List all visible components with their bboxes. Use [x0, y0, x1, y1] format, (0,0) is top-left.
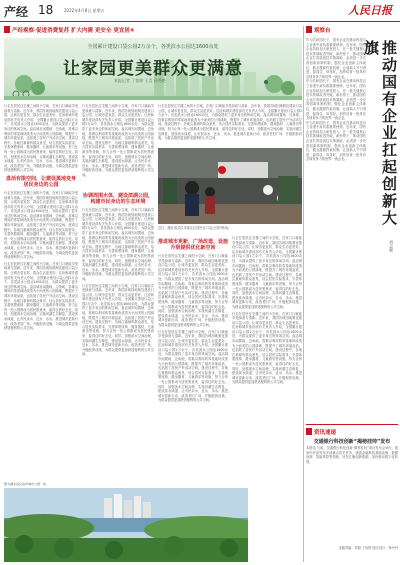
article-subhead-3: 推进城市更新，广场改造、设施升级提供优化新空间 — [158, 239, 228, 251]
article-subhead-2: 协调周围水体，建设滨湖公园，构建市民身边的生态环境 — [82, 193, 153, 205]
article-column-1 — [4, 104, 78, 486]
news-body: 本报电 日前，交通银行科技创新“揭榜挂帅”项目发布会举行，面向内外部发布多项重点攻关任务，涵盖金融科技基础设施、数据治理、智能风控等领域，旨在汇聚创新资源，加快推动数字化转型。 — [306, 446, 398, 464]
city-photo-caption: 图为湖北省宜昌市城市公园一角。 — [4, 482, 50, 486]
article-column-6 — [232, 236, 302, 486]
article-column-3 — [158, 104, 302, 148]
editorial-kicker-text: 观察台 — [314, 28, 331, 34]
headline-title: 让家园更美群众更满意 — [63, 59, 243, 79]
editorial-paragraph: 作为共和国长子，国有企业在推动科技自立自强中肩负着重要使命。近年来，国有企业持续加大研发投入，在一批关键核心技术领域取得突破。新形势下，推动国有企业打造原创技术策源地，必须进一步完善创新体制机制，强化企业创新主体地位，健全激励约束机制，让创新人才引得进、留得住、用得好，加快培育一批具有全球竞争力的世界一流企业。 — [306, 38, 366, 79]
kicker-marker — [306, 26, 312, 33]
headline-banner — [4, 38, 302, 100]
park-photo-caption: 近日，湖北省武汉市某社区居民在口袋公园内休闲。 — [158, 226, 232, 230]
page-number: 18 — [38, 3, 54, 17]
article-paragraph: 行走在居民住宅楼之间的小空地，在家门口就能享受绿意与清新。近年来，我国各地因地制宜建设口袋公园，让城市更宜居、群众生活更美好。住房和城乡建设部有关负责人介绍，全国累计建设口袋公园2万余个，各类滨水公园达1600余处，为群众提供了更多身边的休闲空间。盘活城市闲置地、边角地，将难以利用的零星地块改造为小而美的公园绿地，既提升了城市环境品质，也拓展了居民户外活动空间。建设过程中，各地注重倾听群众意见，结合居民实际需求，完善休憩座椅、健身器材、儿童游乐等设施，努力让每一处公园都成为居民愿意来、留得住的好去处。同时，加强滨水空间治理，实施河湖生态修复，建设滨水绿道，让市民亲水、近水、乐水。推进城市更新行动，改造老旧广场，升级配套设施，为群众提供更加舒适便利的公共空间。 — [232, 236, 302, 309]
article-paragraph: 行走在居民住宅楼之间的小空地，在家门口就能享受绿意与清新。近年来，我国各地因地制宜建设口袋公园，让城市更宜居、群众生活更美好。住房和城乡建设部有关负责人介绍，全国累计建设口袋公园2万余个，各类滨水公园达1600余处，为群众提供了更多身边的休闲空间。盘活城市闲置地、边角地，将难以利用的零星地块改造为小而美的公园绿地，既提升了城市环境品质，也拓展了居民户外活动空间。建设过程中，各地注重倾听群众意见，结合居民实际需求，完善休憩座椅、健身器材、儿童游乐等设施，努力让每一处公园都成为居民愿意来、留得住的好去处。同时，加强滨水空间治理，实施河湖生态修复，建设滨水绿道，让市民亲水、近水、乐水。推进城市更新行动，改造老旧广场，升级配套设施，为群众提供更加舒适便利的公共空间。 — [4, 190, 78, 260]
article-paragraph: 行走在居民住宅楼之间的小空地，在家门口就能享受绿意与清新。近年来，我国各地因地制宜建设口袋公园，让城市更宜居、群众生活更美好。住房和城乡建设部有关负责人介绍，全国累计建设口袋公园2万余个，各类滨水公园达1600余处，为群众提供了更多身边的休闲空间。盘活城市闲置地、边角地，将难以利用的零星地块改造为小而美的公园绿地，既提升了城市环境品质，也拓展了居民户外活动空间。建设过程中，各地注重倾听群众意见，结合居民实际需求，完善休憩座椅、健身器材、儿童游乐等设施，努力让每一处公园都成为居民愿意来、留得住的好去处。同时，加强滨水空间治理，实施河湖生态修复，建设滨水绿道，让市民亲水、近水、乐水。推进城市更新行动，改造老旧广场，升级配套设施，为群众提供更加舒适便利的公共空间。 — [82, 104, 154, 177]
editor-credits: 本版责编：刘阳 丁怡婷 版式设计：杨丹丹 — [338, 546, 398, 550]
kicker-marker — [4, 26, 10, 33]
article-paragraph: 行走在居民住宅楼之间的小空地，在家门口就能享受绿意与清新。近年来，我国各地因地制宜建设口袋公园，让城市更宜居、群众生活更美好。住房和城乡建设部有关负责人介绍，全国累计建设口袋公园2万余个，各类滨水公园达1600余处，为群众提供了更多身边的休闲空间。盘活城市闲置地、边角地，将难以利用的零星地块改造为小而美的公园绿地，既提升了城市环境品质，也拓展了居民户外活动空间。建设过程中，各地注重倾听群众意见，结合居民实际需求，完善休憩座椅、健身器材、儿童游乐等设施，努力让每一处公园都成为居民愿意来、留得住的好去处。同时，加强滨水空间治理，实施河湖生态修复，建设滨水绿道，让市民亲水、近水、乐水。推进城市更新行动，改造老旧广场，升级配套设施，为群众提供更加舒适便利的公共空间。 — [4, 104, 78, 173]
headline-byline: 本报记者 丁怡婷 王浩 孙秀艳 — [114, 78, 166, 83]
article-paragraph: 行走在居民住宅楼之间的小空地，在家门口就能享受绿意与清新。近年来，我国各地因地制宜建设口袋公园，让城市更宜居、群众生活更美好。住房和城乡建设部有关负责人介绍，全国累计建设口袋公园2万余个，各类滨水公园达1600余处，为群众提供了更多身边的休闲空间。盘活城市闲置地、边角地，将难以利用的零星地块改造为小而美的公园绿地，既提升了城市环境品质，也拓展了居民户外活动空间。建设过程中，各地注重倾听群众意见，结合居民实际需求，完善休憩座椅、健身器材、儿童游乐等设施，努力让每一处公园都成为居民愿意来、留得住的好去处。同时，加强滨水空间治理，实施河湖生态修复，建设滨水绿道，让市民亲水、近水、乐水。推进城市更新行动，改造老旧广场，升级配套设施，为群众提供更加舒适便利的公共空间。 — [82, 283, 154, 357]
article-paragraph: 行走在居民住宅楼之间的小空地，在家门口就能享受绿意与清新。近年来，我国各地因地制宜建设口袋公园，让城市更宜居、群众生活更美好。住房和城乡建设部有关负责人介绍，全国累计建设口袋公园2万余个，各类滨水公园达1600余处，为群众提供了更多身边的休闲空间。盘活城市闲置地、边角地，将难以利用的零星地块改造为小而美的公园绿地，既提升了城市环境品质，也拓展了居民户外活动空间。建设过程中，各地注重倾听群众意见，结合居民实际需求，完善休憩座椅、健身器材、儿童游乐等设施，努力让每一处公园都成为居民愿意来、留得住的好去处。同时，加强滨水空间治理，实施河湖生态修复，建设滨水绿道，让市民亲水、近水、乐水。推进城市更新行动，改造老旧广场，升级配套设施，为群众提供更加舒适便利的公共空间。 — [158, 104, 302, 141]
article-paragraph: 行走在居民住宅楼之间的小空地，在家门口就能享受绿意与清新。近年来，我国各地因地制宜建设口袋公园，让城市更宜居、群众生活更美好。住房和城乡建设部有关负责人介绍，全国累计建设口袋公园2万余个，各类滨水公园达1600余处，为群众提供了更多身边的休闲空间。盘活城市闲置地、边角地，将难以利用的零星地块改造为小而美的公园绿地，既提升了城市环境品质，也拓展了居民户外活动空间。建设过程中，各地注重倾听群众意见，结合居民实际需求，完善休憩座椅、健身器材、儿童游乐等设施，努力让每一处公园都成为居民愿意来、留得住的好去处。同时，加强滨水空间治理，实施河湖生态修复，建设滨水绿道，让市民亲水、近水、乐水。推进城市更新行动，改造老旧广场，升级配套设施，为群众提供更加舒适便利的公共空间。 — [4, 261, 78, 331]
masthead — [0, 0, 400, 22]
newspaper-logo: 人民日报 — [348, 4, 392, 17]
editorial-paragraph: 作为共和国长子，国有企业在推动科技自立自强中肩负着重要使命。近年来，国有企业持续加大研发投入，在一批关键核心技术领域取得突破。新形势下，推动国有企业打造原创技术策源地，必须进一步完善创新体制机制，强化企业创新主体地位，健全激励约束机制，让创新人才引得进、留得住、用得好，加快培育一批具有全球竞争力的世界一流企业。 — [306, 79, 366, 121]
article-column-5 — [158, 236, 228, 486]
city-park-photo — [4, 488, 248, 562]
issue-date: 2022年4月8日 星期五 — [64, 8, 105, 13]
article-paragraph: 行走在居民住宅楼之间的小空地，在家门口就能享受绿意与清新。近年来，我国各地因地制宜建设口袋公园，让城市更宜居、群众生活更美好。住房和城乡建设部有关负责人介绍，全国累计建设口袋公园2万余个，各类滨水公园达1600余处，为群众提供了更多身边的休闲空间。盘活城市闲置地、边角地，将难以利用的零星地块改造为小而美的公园绿地，既提升了城市环境品质，也拓展了居民户外活动空间。建设过程中，各地注重倾听群众意见，结合居民实际需求，完善休憩座椅、健身器材、儿童游乐等设施，努力让每一处公园都成为居民愿意来、留得住的好去处。同时，加强滨水空间治理，实施河湖生态修复，建设滨水绿道，让市民亲水、近水、乐水。推进城市更新行动，改造老旧广场，升级配套设施，为群众提供更加舒适便利的公共空间。 — [158, 329, 228, 403]
section-divider — [306, 424, 398, 425]
editorial-body — [306, 38, 366, 428]
headline-deck: 全国累计建设口袋公园2万余个，各类滨水公园达1600余处 — [87, 44, 219, 50]
article-paragraph: 行走在居民住宅楼之间的小空地，在家门口就能享受绿意与清新。近年来，我国各地因地制宜建设口袋公园，让城市更宜居、群众生活更美好。住房和城乡建设部有关负责人介绍，全国累计建设口袋公园2万余个，各类滨水公园达1600余处，为群众提供了更多身边的休闲空间。盘活城市闲置地、边角地，将难以利用的零星地块改造为小而美的公园绿地，既提升了城市环境品质，也拓展了居民户外活动空间。建设过程中，各地注重倾听群众意见，结合居民实际需求，完善休憩座椅、健身器材、儿童游乐等设施，努力让每一处公园都成为居民愿意来、留得住的好去处。同时，加强滨水空间治理，实施河湖生态修复，建设滨水绿道，让市民亲水、近水、乐水。推进城市更新行动，改造老旧广场，升级配套设施，为群众提供更加舒适便利的公共空间。 — [158, 254, 228, 327]
park-photo-image — [158, 148, 302, 224]
news-title: 交通银行科技创新“揭榜挂帅”发布 — [313, 439, 391, 445]
kicker-marker — [306, 428, 312, 435]
news-kicker — [306, 428, 398, 436]
article-paragraph: 行走在居民住宅楼之间的小空地，在家门口就能享受绿意与清新。近年来，我国各地因地制宜建设口袋公园，让城市更宜居、群众生活更美好。住房和城乡建设部有关负责人介绍，全国累计建设口袋公园2万余个，各类滨水公园达1600余处，为群众提供了更多身边的休闲空间。盘活城市闲置地、边角地，将难以利用的零星地块改造为小而美的公园绿地，既提升了城市环境品质，也拓展了居民户外活动空间。建设过程中，各地注重倾听群众意见，结合居民实际需求，完善休憩座椅、健身器材、儿童游乐等设施，努力让每一处公园都成为居民愿意来、留得住的好去处。同时，加强滨水空间治理，实施河湖生态修复，建设滨水绿道，让市民亲水、近水、乐水。推进城市更新行动，改造老旧广场，升级配套设施，为群众提供更加舒适便利的公共空间。 — [82, 208, 154, 281]
park-photo — [158, 148, 302, 224]
editorial-paragraph: 作为共和国长子，国有企业在推动科技自立自强中肩负着重要使命。近年来，国有企业持续加大研发投入，在一批关键核心技术领域取得突破。新形势下，推动国有企业打造原创技术策源地，必须进一步完善创新体制机制，强化企业创新主体地位，健全激励约束机制，让创新人才引得进、留得住、用得好，加快培育一批具有全球竞争力的世界一流企业。 — [306, 120, 366, 162]
right-column — [306, 26, 398, 562]
section-name: 产经 — [4, 5, 29, 19]
main-kicker-text: 产经观察·促进消费复苏 扩大内需 更安全 更宜居④ — [12, 28, 135, 34]
editorial-kicker — [306, 26, 398, 34]
news-kicker-text: 资讯速递 — [314, 430, 337, 436]
article-column-4 — [82, 190, 154, 486]
main-kicker — [4, 26, 302, 34]
article-paragraph: 行走在居民住宅楼之间的小空地，在家门口就能享受绿意与清新。近年来，我国各地因地制宜建设口袋公园，让城市更宜居、群众生活更美好。住房和城乡建设部有关负责人介绍，全国累计建设口袋公园2万余个，各类滨水公园达1600余处，为群众提供了更多身边的休闲空间。盘活城市闲置地、边角地，将难以利用的零星地块改造为小而美的公园绿地，既提升了城市环境品质，也拓展了居民户外活动空间。建设过程中，各地注重倾听群众意见，结合居民实际需求，完善休憩座椅、健身器材、儿童游乐等设施，努力让每一处公园都成为居民愿意来、留得住的好去处。同时，加强滨水空间治理，实施河湖生态修复，建设滨水绿道，让市民亲水、近水、乐水。推进城市更新行动，改造老旧广场，升级配套设施，为群众提供更加舒适便利的公共空间。 — [232, 311, 302, 385]
column-divider — [303, 26, 304, 562]
article-column-2 — [82, 104, 154, 188]
editorial-title: 推动国有企业扛起创新大旗 — [362, 40, 398, 227]
article-subhead-1: 盘活有限空间，让建设黑地变身居民身边的公园 — [5, 175, 76, 188]
city-park-photo-image — [4, 488, 248, 562]
main-article — [4, 26, 302, 562]
editorial-author: 刘志强 — [389, 240, 394, 252]
